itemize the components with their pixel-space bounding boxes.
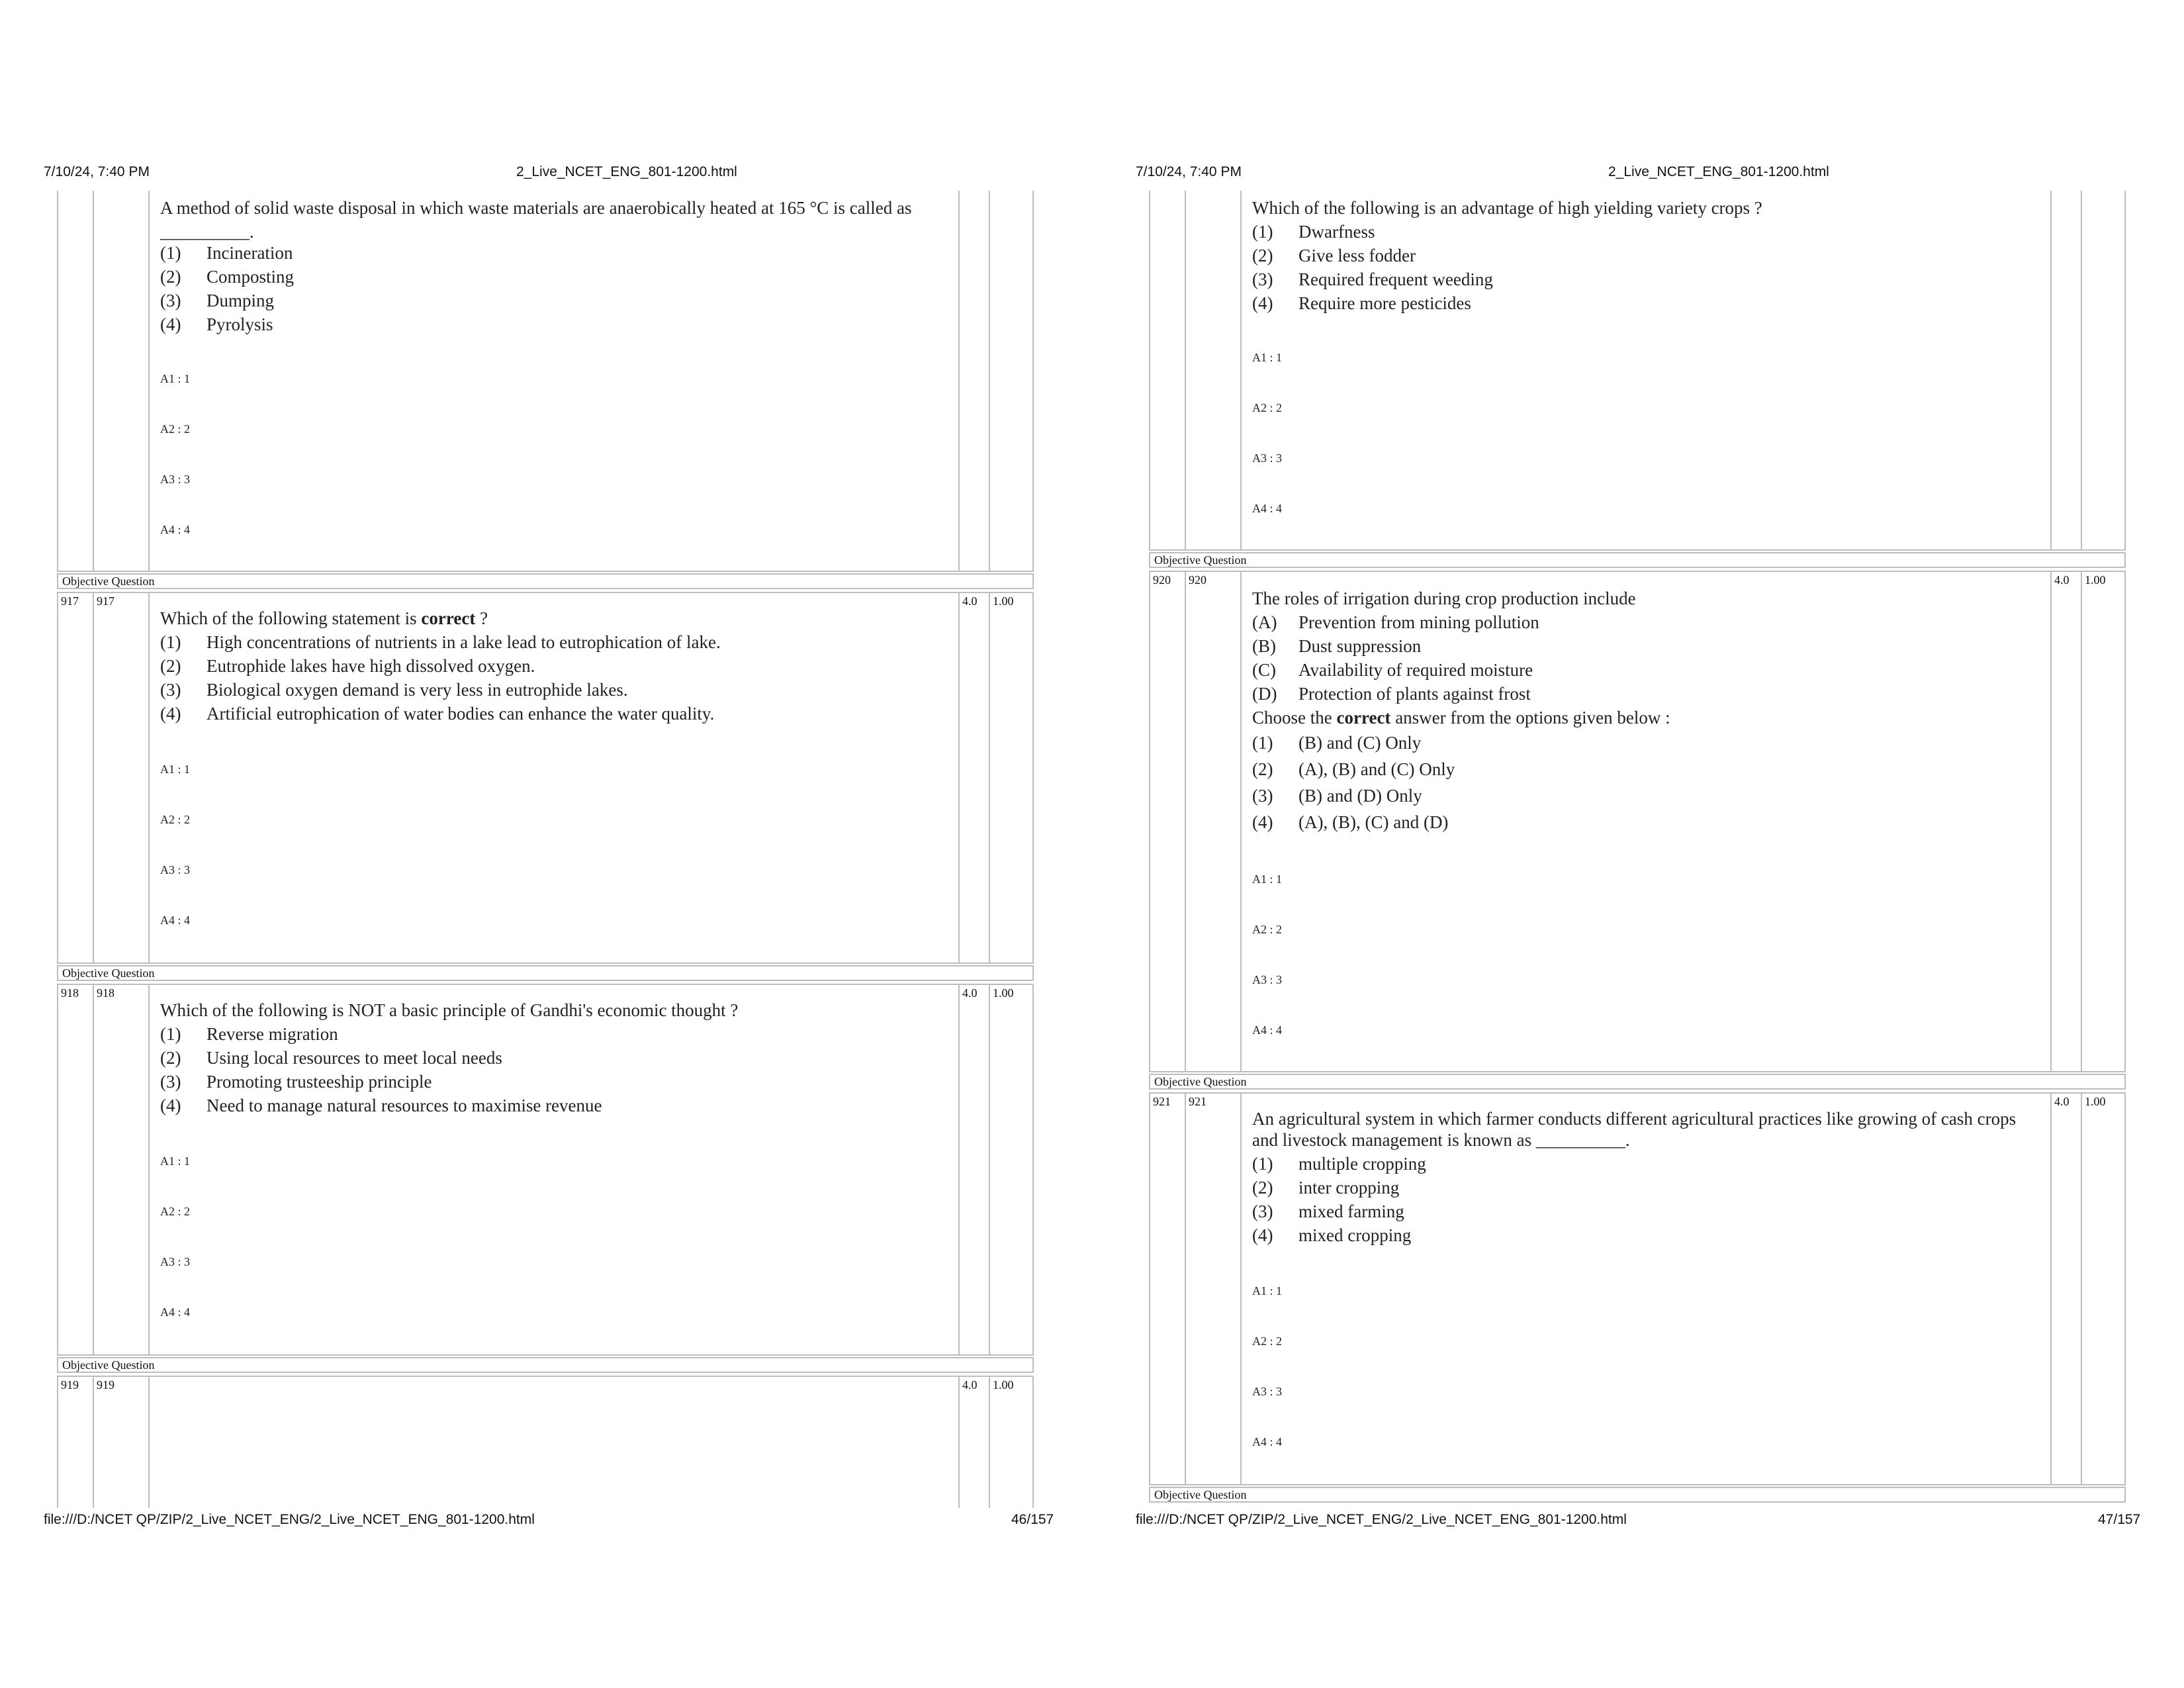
option-3: (3) Biological oxygen demand is very less in eutrophide lakes. xyxy=(160,680,628,700)
section-label-box xyxy=(1149,1074,2126,1090)
answer-4: A4 : 4 xyxy=(1252,1435,1282,1448)
question-marks: 4.0 xyxy=(962,594,978,608)
option-4: (4) Pyrolysis xyxy=(160,314,273,334)
question-sno: 919 xyxy=(97,1378,114,1391)
question-id: 919 xyxy=(61,1378,79,1391)
question-marks: 4.0 xyxy=(962,986,978,1000)
option-1: (1) Dwarfness xyxy=(1252,222,1375,242)
answer-2: A2 : 2 xyxy=(160,1205,190,1218)
question-sno: 917 xyxy=(97,594,114,608)
answer-2: A2 : 2 xyxy=(1252,923,1282,936)
answer-4: A4 : 4 xyxy=(160,1305,190,1319)
answer-3: A3 : 3 xyxy=(160,863,190,876)
section-label: Objective Question xyxy=(62,1358,155,1372)
question-negative-marks: 1.00 xyxy=(993,594,1014,608)
question-negative-marks: 1.00 xyxy=(993,986,1014,1000)
answer-3: A3 : 3 xyxy=(160,473,190,486)
answer-2: A2 : 2 xyxy=(1252,401,1282,414)
option-4: (4) mixed cropping xyxy=(1252,1225,1412,1245)
option-3: (3) Required frequent weeding xyxy=(1252,269,1493,289)
question-marks: 4.0 xyxy=(962,1378,978,1391)
section-label-box xyxy=(57,1357,1034,1373)
header-title: 2_Live_NCET_ENG_801-1200.html xyxy=(1608,164,1829,179)
question-marks: 4.0 xyxy=(2054,1095,2070,1108)
answer-4: A4 : 4 xyxy=(1252,1023,1282,1037)
answer-3: A3 : 3 xyxy=(160,1255,190,1268)
question-negative-marks: 1.00 xyxy=(2085,573,2106,586)
answer-1: A1 : 1 xyxy=(160,763,190,776)
option-3: (3) Promoting trusteeship principle xyxy=(160,1072,432,1092)
question-text: Which of the following is NOT a basic principle of Gandhi's economic thought ? xyxy=(160,1000,739,1020)
choose-instruction: Choose the correct answer from the options given below : xyxy=(1252,708,1670,727)
answer-3: A3 : 3 xyxy=(1252,973,1282,986)
answer-1: A1 : 1 xyxy=(1252,1284,1282,1297)
header-date: 7/10/24, 7:40 PM xyxy=(1136,164,1242,179)
option-2: (2) inter cropping xyxy=(1252,1178,1400,1197)
section-label: Objective Question xyxy=(62,966,155,980)
footer-page-number: 46/157 xyxy=(1011,1512,1054,1527)
footer-path: file:///D:/NCET QP/ZIP/2_Live_NCET_ENG/2_Live_NCET_ENG_801-1200.html xyxy=(44,1512,535,1527)
answer-2: A2 : 2 xyxy=(160,813,190,826)
statement-c: (C) Availability of required moisture xyxy=(1252,660,1533,680)
answer-4: A4 : 4 xyxy=(1252,502,1282,515)
option-4: (4) Need to manage natural resources to maximise revenue xyxy=(160,1096,602,1115)
option-2: (2) (A), (B) and (C) Only xyxy=(1252,759,1455,779)
footer-page-number: 47/157 xyxy=(2098,1512,2141,1527)
answer-3: A3 : 3 xyxy=(1252,451,1282,465)
answer-1: A1 : 1 xyxy=(1252,351,1282,364)
question-sno: 920 xyxy=(1189,573,1206,586)
section-label-box xyxy=(1149,552,2126,568)
footer-path: file:///D:/NCET QP/ZIP/2_Live_NCET_ENG/2_Live_NCET_ENG_801-1200.html xyxy=(1136,1512,1627,1527)
question-text: An agricultural system in which farmer conducts different agricultural practices like growing of cash crops and livestock management is known as __________. xyxy=(1252,1109,2017,1150)
question-id: 918 xyxy=(61,986,79,1000)
section-label-box xyxy=(57,965,1034,981)
section-label-box xyxy=(1149,1487,2126,1503)
answer-1: A1 : 1 xyxy=(160,1154,190,1168)
question-negative-marks: 1.00 xyxy=(2085,1095,2106,1108)
question-id: 917 xyxy=(61,594,79,608)
option-1: (1) multiple cropping xyxy=(1252,1154,1426,1174)
option-4: (4) (A), (B), (C) and (D) xyxy=(1252,812,1449,832)
option-1: (1) (B) and (C) Only xyxy=(1252,733,1422,753)
answer-2: A2 : 2 xyxy=(1252,1335,1282,1348)
question-sno: 918 xyxy=(97,986,114,1000)
section-label: Objective Question xyxy=(1154,553,1247,567)
option-1: (1) Incineration xyxy=(160,243,293,263)
answer-3: A3 : 3 xyxy=(1252,1385,1282,1398)
section-label: Objective Question xyxy=(62,575,155,588)
option-3: (3) Dumping xyxy=(160,291,275,310)
option-2: (2) Give less fodder xyxy=(1252,246,1416,265)
question-text: A method of solid waste disposal in which waste materials are anaerobically heated at 165 °C is called as __________. xyxy=(160,198,912,242)
question-negative-marks: 1.00 xyxy=(993,1378,1014,1391)
question-sno: 921 xyxy=(1189,1095,1206,1108)
option-4: (4) Require more pesticides xyxy=(1252,293,1471,313)
section-label-box xyxy=(57,573,1034,589)
option-2: (2) Eutrophide lakes have high dissolved oxygen. xyxy=(160,656,535,676)
header-date: 7/10/24, 7:40 PM xyxy=(44,164,150,179)
statement-b: (B) Dust suppression xyxy=(1252,636,1422,656)
statement-a: (A) Prevention from mining pollution xyxy=(1252,612,1539,632)
question-text: Which of the following statement is correct ? xyxy=(160,608,488,628)
question-id: 921 xyxy=(1153,1095,1171,1108)
section-label: Objective Question xyxy=(1154,1488,1247,1501)
question-marks: 4.0 xyxy=(2054,573,2070,586)
question-id: 920 xyxy=(1153,573,1171,586)
answer-1: A1 : 1 xyxy=(160,372,190,385)
option-2: (2) Using local resources to meet local needs xyxy=(160,1048,502,1068)
question-text: The roles of irrigation during crop production include xyxy=(1252,588,1636,608)
option-4: (4) Artificial eutrophication of water bodies can enhance the water quality. xyxy=(160,704,715,724)
option-1: (1) Reverse migration xyxy=(160,1024,338,1044)
question-text: Which of the following is an advantage of high yielding variety crops ? xyxy=(1252,198,1762,218)
answer-1: A1 : 1 xyxy=(1252,872,1282,886)
option-1: (1) High concentrations of nutrients in a lake lead to eutrophication of lake. xyxy=(160,632,721,652)
statement-d: (D) Protection of plants against frost xyxy=(1252,684,1531,704)
option-2: (2) Composting xyxy=(160,267,295,287)
header-title: 2_Live_NCET_ENG_801-1200.html xyxy=(516,164,737,179)
option-3: (3) (B) and (D) Only xyxy=(1252,786,1422,806)
answer-2: A2 : 2 xyxy=(160,422,190,436)
page-47 xyxy=(1092,0,2184,1688)
answer-4: A4 : 4 xyxy=(160,914,190,927)
section-label: Objective Question xyxy=(1154,1075,1247,1088)
option-3: (3) mixed farming xyxy=(1252,1201,1404,1221)
answer-4: A4 : 4 xyxy=(160,523,190,536)
